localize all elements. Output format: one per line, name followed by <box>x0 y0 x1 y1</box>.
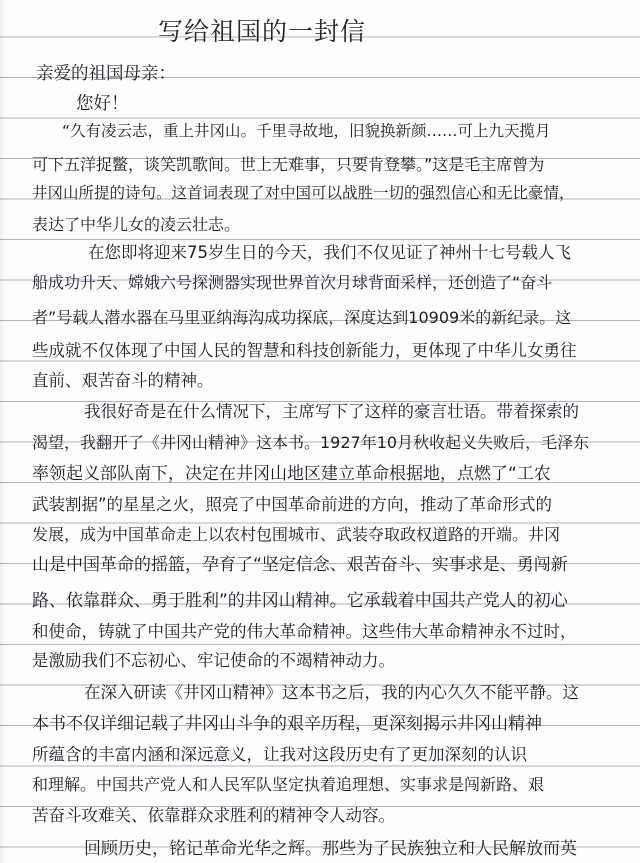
letter-salutation: 亲爱的祖国母亲： <box>36 64 176 84</box>
letter-line: 山是中国革命的摇篮，孕育了“坚定信念、艰苦奋斗、实事求是、勇闯新 <box>32 555 568 575</box>
letter-greeting: 您好！ <box>76 94 129 114</box>
letter-line: 井冈山所提的诗句。这首词表现了对中国可以战胜一切的强烈信心和无比豪情， <box>32 184 575 202</box>
letter-line: 发展，成为中国革命走上以农村包围城市、武装夺取政权道路的开端。井冈 <box>32 525 561 544</box>
letter-line: 本书不仅详细记载了井冈山斗争的艰辛历程，更深刻揭示井冈山精神 <box>32 714 542 734</box>
letter-line: 武装割据”的星星之火，照亮了中国革命前进的方向，推动了革命形式的 <box>32 495 553 514</box>
letter-line: 回顾历史，铭记革命光华之辉。那些为了民族独立和人民解放而英 <box>84 839 577 859</box>
letter-line: 我很好奇是在什么情况下，主席写下了这样的豪言壮语。带着探索的 <box>84 402 579 421</box>
letter-line: 是激励我们不忘初心、牢记使命的不竭精神动力。 <box>32 651 395 670</box>
letter-line: 在深入研读《井冈山精神》这本书之后，我的内心久久不能平静。这 <box>84 683 579 702</box>
letter-line: 些成就不仅体现了中国人民的智慧和科技创新能力，更体现了中华儿女勇往 <box>32 341 577 360</box>
letter-line: 直前、艰苦奋斗的精神。 <box>32 371 214 390</box>
letter-line: “久有凌云志，重上井冈山。千里寻故地，旧貌换新颜……可上九天揽月 <box>62 122 551 140</box>
letter-line: 和使命，铸就了中国共产党的伟大革命精神。这些伟大革命精神永不过时， <box>32 622 577 641</box>
letter-line: 苦奋斗攻难关、依靠群众求胜利的精神令人动容。 <box>32 806 395 825</box>
letter-line: 率领起义部队南下，决定在井冈山地区建立革命根据地，点燃了“工农 <box>32 464 551 484</box>
letter-line: 表达了中华儿女的凌云壮志。 <box>32 215 241 234</box>
letter-line: 和理解。中国共产党人和人民军队坚定执着追理想、实事求是闯新路、艰 <box>32 775 545 794</box>
letter-line: 渴望，我翻开了《井冈山精神》这本书。1927年10月秋收起义失败后，毛泽东 <box>32 433 590 452</box>
letter-line: 路、依靠群众、勇于胜利”的井冈山精神。它承载着中国共产党人的初心 <box>32 591 568 611</box>
letter-line: 可下五洋捉鳖，谈笑凯歌间。世上无难事，只要肯登攀。”这是毛主席曾为 <box>32 155 545 174</box>
letter-line: 船成功升天、嫦娥六号探测器实现世界首次月球背面采样，还创造了“奋斗 <box>32 273 553 292</box>
letter-line: 在您即将迎来75岁生日的今天，我们不仅见证了神州十七号载人飞 <box>88 243 571 262</box>
letter-title: 写给祖国的一封信 <box>158 17 367 46</box>
letter-line: 所蕴含的丰富内涵和深远意义，让我对这段历史有了更加深刻的认识 <box>32 745 527 764</box>
letter-line: 者”号载人潜水器在马里亚纳海沟成功探底，深度达到10909米的新纪录。这 <box>32 308 572 327</box>
